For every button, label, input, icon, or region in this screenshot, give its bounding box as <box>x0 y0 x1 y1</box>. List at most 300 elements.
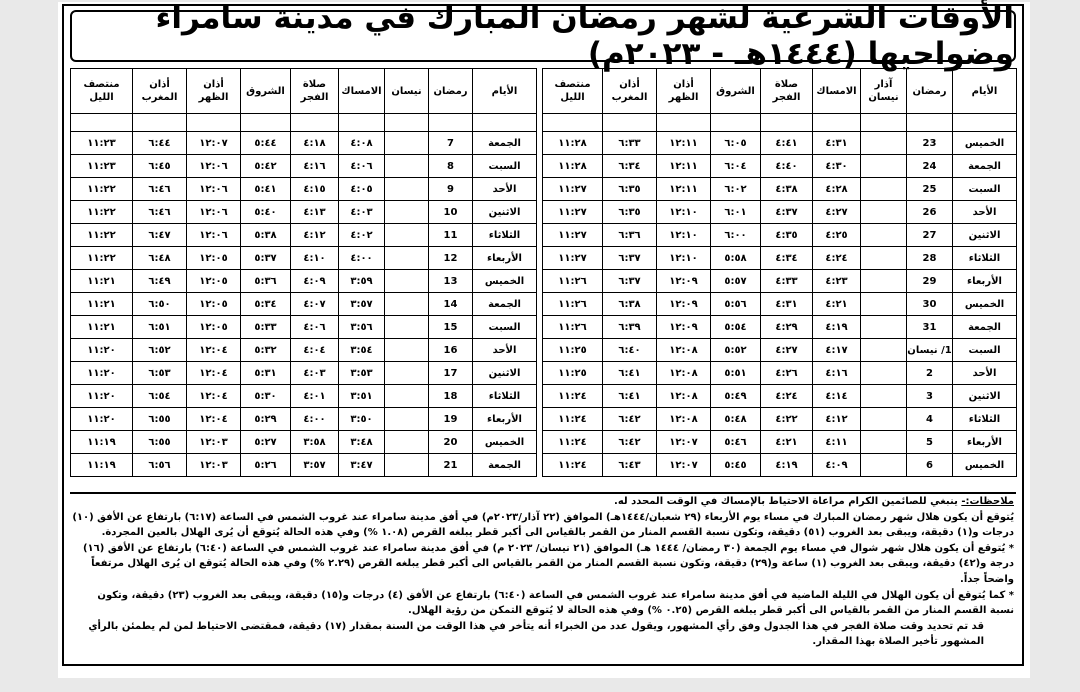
imsak-cell: ٤:٢١ <box>813 293 861 316</box>
column-header: صلاة الفجر <box>761 69 813 114</box>
ramadan-day-cell: 4 <box>907 408 953 431</box>
day-cell: الثلاثاء <box>473 224 537 247</box>
midnight-cell: ١١:٢٤ <box>543 454 603 477</box>
empty-cell <box>861 114 907 132</box>
ramadan-day-cell: 24 <box>907 155 953 178</box>
empty-cell <box>761 114 813 132</box>
table-row <box>71 247 537 270</box>
dhuhr-cell: ١٢:٠٧ <box>657 431 711 454</box>
gregorian-date-cell <box>385 201 429 224</box>
ramadan-day-cell: 3 <box>907 385 953 408</box>
empty-cell <box>291 114 339 132</box>
dhuhr-cell: ١٢:٠٥ <box>187 293 241 316</box>
fajr-cell: ٤:١٣ <box>291 201 339 224</box>
imsak-cell: ٤:٢٧ <box>813 201 861 224</box>
sunrise-cell: ٥:٥٤ <box>711 316 761 339</box>
fajr-cell: ٤:٠٠ <box>291 408 339 431</box>
ramadan-day-cell: 30 <box>907 293 953 316</box>
day-cell: الأحد <box>953 201 1017 224</box>
sunrise-cell: ٦:٠٤ <box>711 155 761 178</box>
fajr-cell: ٤:٣١ <box>761 293 813 316</box>
day-cell: الاثنين <box>473 201 537 224</box>
empty-cell <box>187 114 241 132</box>
dhuhr-cell: ١٢:١٠ <box>657 201 711 224</box>
fajr-cell: ٤:٢٩ <box>761 316 813 339</box>
maghrib-cell: ٦:٣٥ <box>603 201 657 224</box>
fajr-cell: ٤:٤١ <box>761 132 813 155</box>
dhuhr-cell: ١٢:٠٨ <box>657 408 711 431</box>
maghrib-cell: ٦:٣٩ <box>603 316 657 339</box>
empty-cell <box>543 114 603 132</box>
midnight-cell: ١١:٢٤ <box>543 385 603 408</box>
column-header: أذان الظهر <box>657 69 711 114</box>
sunrise-cell: ٥:٥٧ <box>711 270 761 293</box>
dhuhr-cell: ١٢:٠٨ <box>657 362 711 385</box>
gregorian-date-cell <box>861 155 907 178</box>
maghrib-cell: ٦:٥٤ <box>133 385 187 408</box>
midnight-cell: ١١:٢٦ <box>543 293 603 316</box>
imsak-cell: ٤:١٤ <box>813 385 861 408</box>
ramadan-day-cell: 20 <box>429 431 473 454</box>
notes-intro-line <box>72 494 1014 510</box>
midnight-cell: ١١:٢٤ <box>543 408 603 431</box>
dhuhr-cell: ١٢:١١ <box>657 155 711 178</box>
sunrise-cell: ٥:٤١ <box>241 178 291 201</box>
imsak-cell: ٤:٠٨ <box>339 132 385 155</box>
midnight-cell: ١١:٢٣ <box>71 155 133 178</box>
imsak-cell: ٣:٥١ <box>339 385 385 408</box>
fajr-cell: ٣:٥٨ <box>291 431 339 454</box>
ramadan-day-cell: 2 <box>907 362 953 385</box>
maghrib-cell: ٦:٤٦ <box>133 201 187 224</box>
imsak-cell: ٤:٢٣ <box>813 270 861 293</box>
empty-cell <box>429 114 473 132</box>
day-cell: الثلاثاء <box>473 385 537 408</box>
document-sheet <box>58 2 1030 678</box>
midnight-cell: ١١:٢١ <box>71 293 133 316</box>
ramadan-day-cell: 26 <box>907 201 953 224</box>
sunrise-cell: ٥:٢٩ <box>241 408 291 431</box>
maghrib-cell: ٦:٤٨ <box>133 247 187 270</box>
midnight-cell: ١١:٢٢ <box>71 201 133 224</box>
day-cell: السبت <box>953 339 1017 362</box>
table-row <box>543 178 1017 201</box>
maghrib-cell: ٦:٤٠ <box>603 339 657 362</box>
fajr-cell: ٤:٣٨ <box>761 178 813 201</box>
maghrib-cell: ٦:٣٥ <box>603 178 657 201</box>
column-header: رمضان <box>429 69 473 114</box>
table-row <box>543 454 1017 477</box>
empty-cell <box>133 114 187 132</box>
maghrib-cell: ٦:٣٧ <box>603 247 657 270</box>
midnight-cell: ١١:٢٠ <box>71 339 133 362</box>
midnight-cell: ١١:٢٨ <box>543 132 603 155</box>
empty-cell <box>71 114 133 132</box>
ramadan-day-cell: 21 <box>429 454 473 477</box>
empty-cell <box>711 114 761 132</box>
dhuhr-cell: ١٢:٠٧ <box>657 454 711 477</box>
ramadan-day-cell: 23 <box>907 132 953 155</box>
sunrise-cell: ٥:٣١ <box>241 362 291 385</box>
day-cell: الثلاثاء <box>953 408 1017 431</box>
gregorian-date-cell <box>385 408 429 431</box>
gregorian-date-cell <box>861 201 907 224</box>
fajr-cell: ٤:١٥ <box>291 178 339 201</box>
maghrib-cell: ٦:٤٢ <box>603 408 657 431</box>
ramadan-day-cell: 8 <box>429 155 473 178</box>
midnight-cell: ١١:٢٥ <box>543 339 603 362</box>
day-cell: الثلاثاء <box>953 247 1017 270</box>
gregorian-date-cell <box>861 178 907 201</box>
maghrib-cell: ٦:٤١ <box>603 362 657 385</box>
day-cell: الأربعاء <box>473 247 537 270</box>
day-cell: الجمعة <box>473 293 537 316</box>
sunrise-cell: ٥:٤٠ <box>241 201 291 224</box>
maghrib-cell: ٦:٤٣ <box>603 454 657 477</box>
day-cell: الاثنين <box>953 224 1017 247</box>
gregorian-date-cell <box>861 454 907 477</box>
dhuhr-cell: ١٢:١١ <box>657 132 711 155</box>
maghrib-cell: ٦:٤٥ <box>133 155 187 178</box>
day-cell: السبت <box>473 316 537 339</box>
column-header: صلاة الفجر <box>291 69 339 114</box>
midnight-cell: ١١:٢٢ <box>71 178 133 201</box>
maghrib-cell: ٦:٣٣ <box>603 132 657 155</box>
gregorian-date-cell <box>385 132 429 155</box>
maghrib-cell: ٦:٥٦ <box>133 454 187 477</box>
prayer-times-table-right <box>542 68 1017 477</box>
imsak-cell: ٣:٥٧ <box>339 293 385 316</box>
gregorian-date-cell <box>385 155 429 178</box>
gregorian-date-cell <box>385 454 429 477</box>
spacer-row <box>543 114 1017 132</box>
note-item: يُتوقع أن يكون هلال شهر رمضان المبارك في مساء يوم الأربعاء (٢٩ شعبان/١٤٤٤هـ) الموافق (٢٢ آذار/٢٠٢٣م) في أفق مدينة سامراء عند غروب الشمس في الساعة (٦:١٧) بارتفاع عن الأفق (١٠) درجات و(١) دقيقة، ويبقى بعد الغروب (٥١) دقيقة، وتكون نسبة القسم المنار من القمر بالقياس الى أكبر قطر يبلغه القرص (١.٠٨ %) وفي هذه الحالة يُتوقع أن يُرى الهلال بالعين المجردة. <box>72 511 1014 539</box>
gregorian-date-cell <box>385 270 429 293</box>
sunrise-cell: ٥:٤٦ <box>711 431 761 454</box>
dhuhr-cell: ١٢:٠٨ <box>657 385 711 408</box>
ramadan-day-cell: 29 <box>907 270 953 293</box>
empty-cell <box>339 114 385 132</box>
midnight-cell: ١١:٢٤ <box>543 431 603 454</box>
imsak-cell: ٤:١٦ <box>813 362 861 385</box>
spacer-row <box>71 114 537 132</box>
prayer-times-table-left <box>70 68 537 477</box>
table-row <box>543 316 1017 339</box>
empty-cell <box>813 114 861 132</box>
fajr-cell: ٤:٠١ <box>291 385 339 408</box>
fajr-cell: ٤:٠٧ <box>291 293 339 316</box>
imsak-cell: ٣:٤٨ <box>339 431 385 454</box>
table-row <box>543 270 1017 293</box>
day-cell: الخميس <box>953 132 1017 155</box>
dhuhr-cell: ١٢:٠٤ <box>187 385 241 408</box>
table-header-row <box>543 69 1017 114</box>
gregorian-date-cell <box>385 385 429 408</box>
day-cell: الجمعة <box>473 454 537 477</box>
dhuhr-cell: ١٢:٠٧ <box>187 132 241 155</box>
day-cell: الاثنين <box>953 385 1017 408</box>
ramadan-day-cell: 9 <box>429 178 473 201</box>
fajr-cell: ٤:٢٧ <box>761 339 813 362</box>
table-row <box>71 431 537 454</box>
midnight-cell: ١١:٢١ <box>71 270 133 293</box>
day-cell: السبت <box>953 178 1017 201</box>
maghrib-cell: ٦:٤٤ <box>133 132 187 155</box>
column-header: الشروق <box>241 69 291 114</box>
empty-cell <box>603 114 657 132</box>
maghrib-cell: ٦:٥٣ <box>133 362 187 385</box>
fajr-cell: ٣:٥٧ <box>291 454 339 477</box>
imsak-cell: ٤:١٩ <box>813 316 861 339</box>
day-cell: الجمعة <box>473 132 537 155</box>
midnight-cell: ١١:١٩ <box>71 431 133 454</box>
midnight-cell: ١١:٢١ <box>71 316 133 339</box>
imsak-cell: ٤:١١ <box>813 431 861 454</box>
gregorian-date-cell <box>861 270 907 293</box>
dhuhr-cell: ١٢:٠٩ <box>657 293 711 316</box>
maghrib-cell: ٦:٣٧ <box>603 270 657 293</box>
table-row <box>543 408 1017 431</box>
midnight-cell: ١١:٢٦ <box>543 270 603 293</box>
day-cell: الأحد <box>473 339 537 362</box>
column-header: منتصف الليل <box>543 69 603 114</box>
table-row <box>543 132 1017 155</box>
maghrib-cell: ٦:٥٥ <box>133 431 187 454</box>
table-row <box>71 155 537 178</box>
sunrise-cell: ٥:٢٧ <box>241 431 291 454</box>
gregorian-date-cell <box>861 408 907 431</box>
table-row <box>71 224 537 247</box>
fajr-cell: ٤:٣٧ <box>761 201 813 224</box>
imsak-cell: ٣:٥٤ <box>339 339 385 362</box>
day-cell: الأربعاء <box>953 431 1017 454</box>
day-cell: الخميس <box>953 293 1017 316</box>
gregorian-date-cell <box>385 431 429 454</box>
day-cell: الأربعاء <box>473 408 537 431</box>
ramadan-day-cell: 1/ نيسان <box>907 339 953 362</box>
maghrib-cell: ٦:٥٥ <box>133 408 187 431</box>
ramadan-day-cell: 12 <box>429 247 473 270</box>
gregorian-date-cell <box>861 132 907 155</box>
imsak-cell: ٤:٢٤ <box>813 247 861 270</box>
sunrise-cell: ٥:٤٥ <box>711 454 761 477</box>
dhuhr-cell: ١٢:١٠ <box>657 224 711 247</box>
maghrib-cell: ٦:٤٩ <box>133 270 187 293</box>
imsak-cell: ٣:٤٧ <box>339 454 385 477</box>
ramadan-day-cell: 16 <box>429 339 473 362</box>
maghrib-cell: ٦:٣٤ <box>603 155 657 178</box>
ramadan-day-cell: 31 <box>907 316 953 339</box>
maghrib-cell: ٦:٥٠ <box>133 293 187 316</box>
gregorian-date-cell <box>385 178 429 201</box>
maghrib-cell: ٦:٤٧ <box>133 224 187 247</box>
sunrise-cell: ٥:٣٤ <box>241 293 291 316</box>
table-header-row <box>71 69 537 114</box>
maghrib-cell: ٦:٤٢ <box>603 431 657 454</box>
midnight-cell: ١١:٢٧ <box>543 247 603 270</box>
maghrib-cell: ٦:٥١ <box>133 316 187 339</box>
dhuhr-cell: ١٢:١١ <box>657 178 711 201</box>
sunrise-cell: ٥:٣٦ <box>241 270 291 293</box>
column-header: الامساك <box>813 69 861 114</box>
fajr-cell: ٤:٠٩ <box>291 270 339 293</box>
fajr-cell: ٤:٣٣ <box>761 270 813 293</box>
ramadan-day-cell: 19 <box>429 408 473 431</box>
dhuhr-cell: ١٢:١٠ <box>657 247 711 270</box>
sunrise-cell: ٥:٣٠ <box>241 385 291 408</box>
sunrise-cell: ٥:٣٨ <box>241 224 291 247</box>
sunrise-cell: ٦:٠٢ <box>711 178 761 201</box>
table-row <box>543 155 1017 178</box>
ramadan-day-cell: 10 <box>429 201 473 224</box>
column-header: أذان المغرب <box>603 69 657 114</box>
midnight-cell: ١١:٢٧ <box>543 178 603 201</box>
dhuhr-cell: ١٢:٠٦ <box>187 201 241 224</box>
ramadan-day-cell: 18 <box>429 385 473 408</box>
imsak-cell: ٣:٥٣ <box>339 362 385 385</box>
empty-cell <box>385 114 429 132</box>
fajr-cell: ٤:١٦ <box>291 155 339 178</box>
notes-intro: ينبغي للصائمين الكرام مراعاة الاحتياط بالإمساك في الوقت المحدد له. <box>614 496 958 507</box>
sunrise-cell: ٥:٤٩ <box>711 385 761 408</box>
gregorian-date-cell <box>385 224 429 247</box>
sunrise-cell: ٥:٣٢ <box>241 339 291 362</box>
ramadan-day-cell: 17 <box>429 362 473 385</box>
gregorian-date-cell <box>861 339 907 362</box>
dhuhr-cell: ١٢:٠٦ <box>187 224 241 247</box>
empty-cell <box>907 114 953 132</box>
empty-cell <box>953 114 1017 132</box>
dhuhr-cell: ١٢:٠٤ <box>187 408 241 431</box>
sunrise-cell: ٥:٣٧ <box>241 247 291 270</box>
imsak-cell: ٤:٠٠ <box>339 247 385 270</box>
day-cell: الأحد <box>953 362 1017 385</box>
maghrib-cell: ٦:٤١ <box>603 385 657 408</box>
dhuhr-cell: ١٢:٠٦ <box>187 155 241 178</box>
column-header: أذان المغرب <box>133 69 187 114</box>
midnight-cell: ١١:٢٠ <box>71 362 133 385</box>
fajr-cell: ٤:٣٤ <box>761 247 813 270</box>
gregorian-date-cell <box>861 224 907 247</box>
dhuhr-cell: ١٢:٠٩ <box>657 270 711 293</box>
dhuhr-cell: ١٢:٠٥ <box>187 270 241 293</box>
midnight-cell: ١١:٢٠ <box>71 408 133 431</box>
fajr-cell: ٤:٠٤ <box>291 339 339 362</box>
column-header: نيسان <box>385 69 429 114</box>
gregorian-date-cell <box>385 362 429 385</box>
table-row <box>71 316 537 339</box>
imsak-cell: ٤:٠٥ <box>339 178 385 201</box>
midnight-cell: ١١:٢٢ <box>71 247 133 270</box>
gregorian-date-cell <box>861 247 907 270</box>
table-row <box>71 454 537 477</box>
sunrise-cell: ٥:٤٤ <box>241 132 291 155</box>
table-row <box>71 132 537 155</box>
dhuhr-cell: ١٢:٠٤ <box>187 362 241 385</box>
ramadan-day-cell: 15 <box>429 316 473 339</box>
maghrib-cell: ٦:٣٨ <box>603 293 657 316</box>
column-header: الشروق <box>711 69 761 114</box>
imsak-cell: ٤:٢٨ <box>813 178 861 201</box>
imsak-cell: ٤:١٢ <box>813 408 861 431</box>
column-header: رمضان <box>907 69 953 114</box>
table-row <box>71 178 537 201</box>
dhuhr-cell: ١٢:٠٨ <box>657 339 711 362</box>
midnight-cell: ١١:٢٠ <box>71 385 133 408</box>
table-row <box>71 362 537 385</box>
sunrise-cell: ٦:٠٠ <box>711 224 761 247</box>
fajr-cell: ٤:١٢ <box>291 224 339 247</box>
empty-cell <box>473 114 537 132</box>
day-cell: الجمعة <box>953 155 1017 178</box>
table-row <box>543 431 1017 454</box>
sunrise-cell: ٥:٢٦ <box>241 454 291 477</box>
midnight-cell: ١١:٢٥ <box>543 362 603 385</box>
fajr-cell: ٤:١٨ <box>291 132 339 155</box>
dhuhr-cell: ١٢:٠٩ <box>657 316 711 339</box>
imsak-cell: ٤:٣٠ <box>813 155 861 178</box>
midnight-cell: ١١:٢٨ <box>543 155 603 178</box>
dhuhr-cell: ١٢:٠٥ <box>187 316 241 339</box>
ramadan-day-cell: 7 <box>429 132 473 155</box>
day-cell: الجمعة <box>953 316 1017 339</box>
fajr-cell: ٤:٠٦ <box>291 316 339 339</box>
gregorian-date-cell <box>861 362 907 385</box>
imsak-cell: ٤:٠٩ <box>813 454 861 477</box>
table-row <box>543 362 1017 385</box>
fajr-cell: ٤:٢٢ <box>761 408 813 431</box>
sunrise-cell: ٥:٣٣ <box>241 316 291 339</box>
gregorian-date-cell <box>385 247 429 270</box>
midnight-cell: ١١:١٩ <box>71 454 133 477</box>
empty-cell <box>657 114 711 132</box>
maghrib-cell: ٦:٥٢ <box>133 339 187 362</box>
sunrise-cell: ٦:٠١ <box>711 201 761 224</box>
sunrise-cell: ٥:٤٨ <box>711 408 761 431</box>
fajr-cell: ٤:١٩ <box>761 454 813 477</box>
gregorian-date-cell <box>385 293 429 316</box>
table-row <box>543 247 1017 270</box>
dhuhr-cell: ١٢:٠٦ <box>187 178 241 201</box>
fajr-cell: ٤:٣٥ <box>761 224 813 247</box>
column-header: أذان الظهر <box>187 69 241 114</box>
imsak-cell: ٣:٥٠ <box>339 408 385 431</box>
note-item: قد تم تحديد وقت صلاة الفجر في هذا الجدول وفق رأي المشهور، ويقول عدد من الخبراء أنه يتأخر في هذا الوقت من السنة بمقدار (١٧) دقيقة، فمقتضى الاحتياط لمن لم يطمئن بالرأي المشهور تأخير الصلاة بهذا المقدار. <box>88 620 984 648</box>
ramadan-day-cell: 11 <box>429 224 473 247</box>
day-cell: الخميس <box>473 270 537 293</box>
ramadan-day-cell: 14 <box>429 293 473 316</box>
column-header: آذار نيسان <box>861 69 907 114</box>
sunrise-cell: ٥:٤٢ <box>241 155 291 178</box>
imsak-cell: ٤:٠٣ <box>339 201 385 224</box>
gregorian-date-cell <box>385 316 429 339</box>
table-row <box>71 270 537 293</box>
table-row <box>71 408 537 431</box>
day-cell: الخميس <box>953 454 1017 477</box>
sunrise-cell: ٥:٥٦ <box>711 293 761 316</box>
maghrib-cell: ٦:٣٦ <box>603 224 657 247</box>
notes-section <box>70 492 1016 660</box>
ramadan-day-cell: 13 <box>429 270 473 293</box>
page-title: الأوقات الشرعية لشهر رمضان المبارك في مدينة سامراء وضواحيها (١٤٤٤هـ - ٢٠٢٣م) <box>70 10 1016 62</box>
gregorian-date-cell <box>861 293 907 316</box>
dhuhr-cell: ١٢:٠٤ <box>187 339 241 362</box>
table-row <box>71 385 537 408</box>
notes-heading: ملاحظات:- <box>961 496 1014 507</box>
day-cell: السبت <box>473 155 537 178</box>
sunrise-cell: ٥:٥٨ <box>711 247 761 270</box>
imsak-cell: ٣:٥٦ <box>339 316 385 339</box>
